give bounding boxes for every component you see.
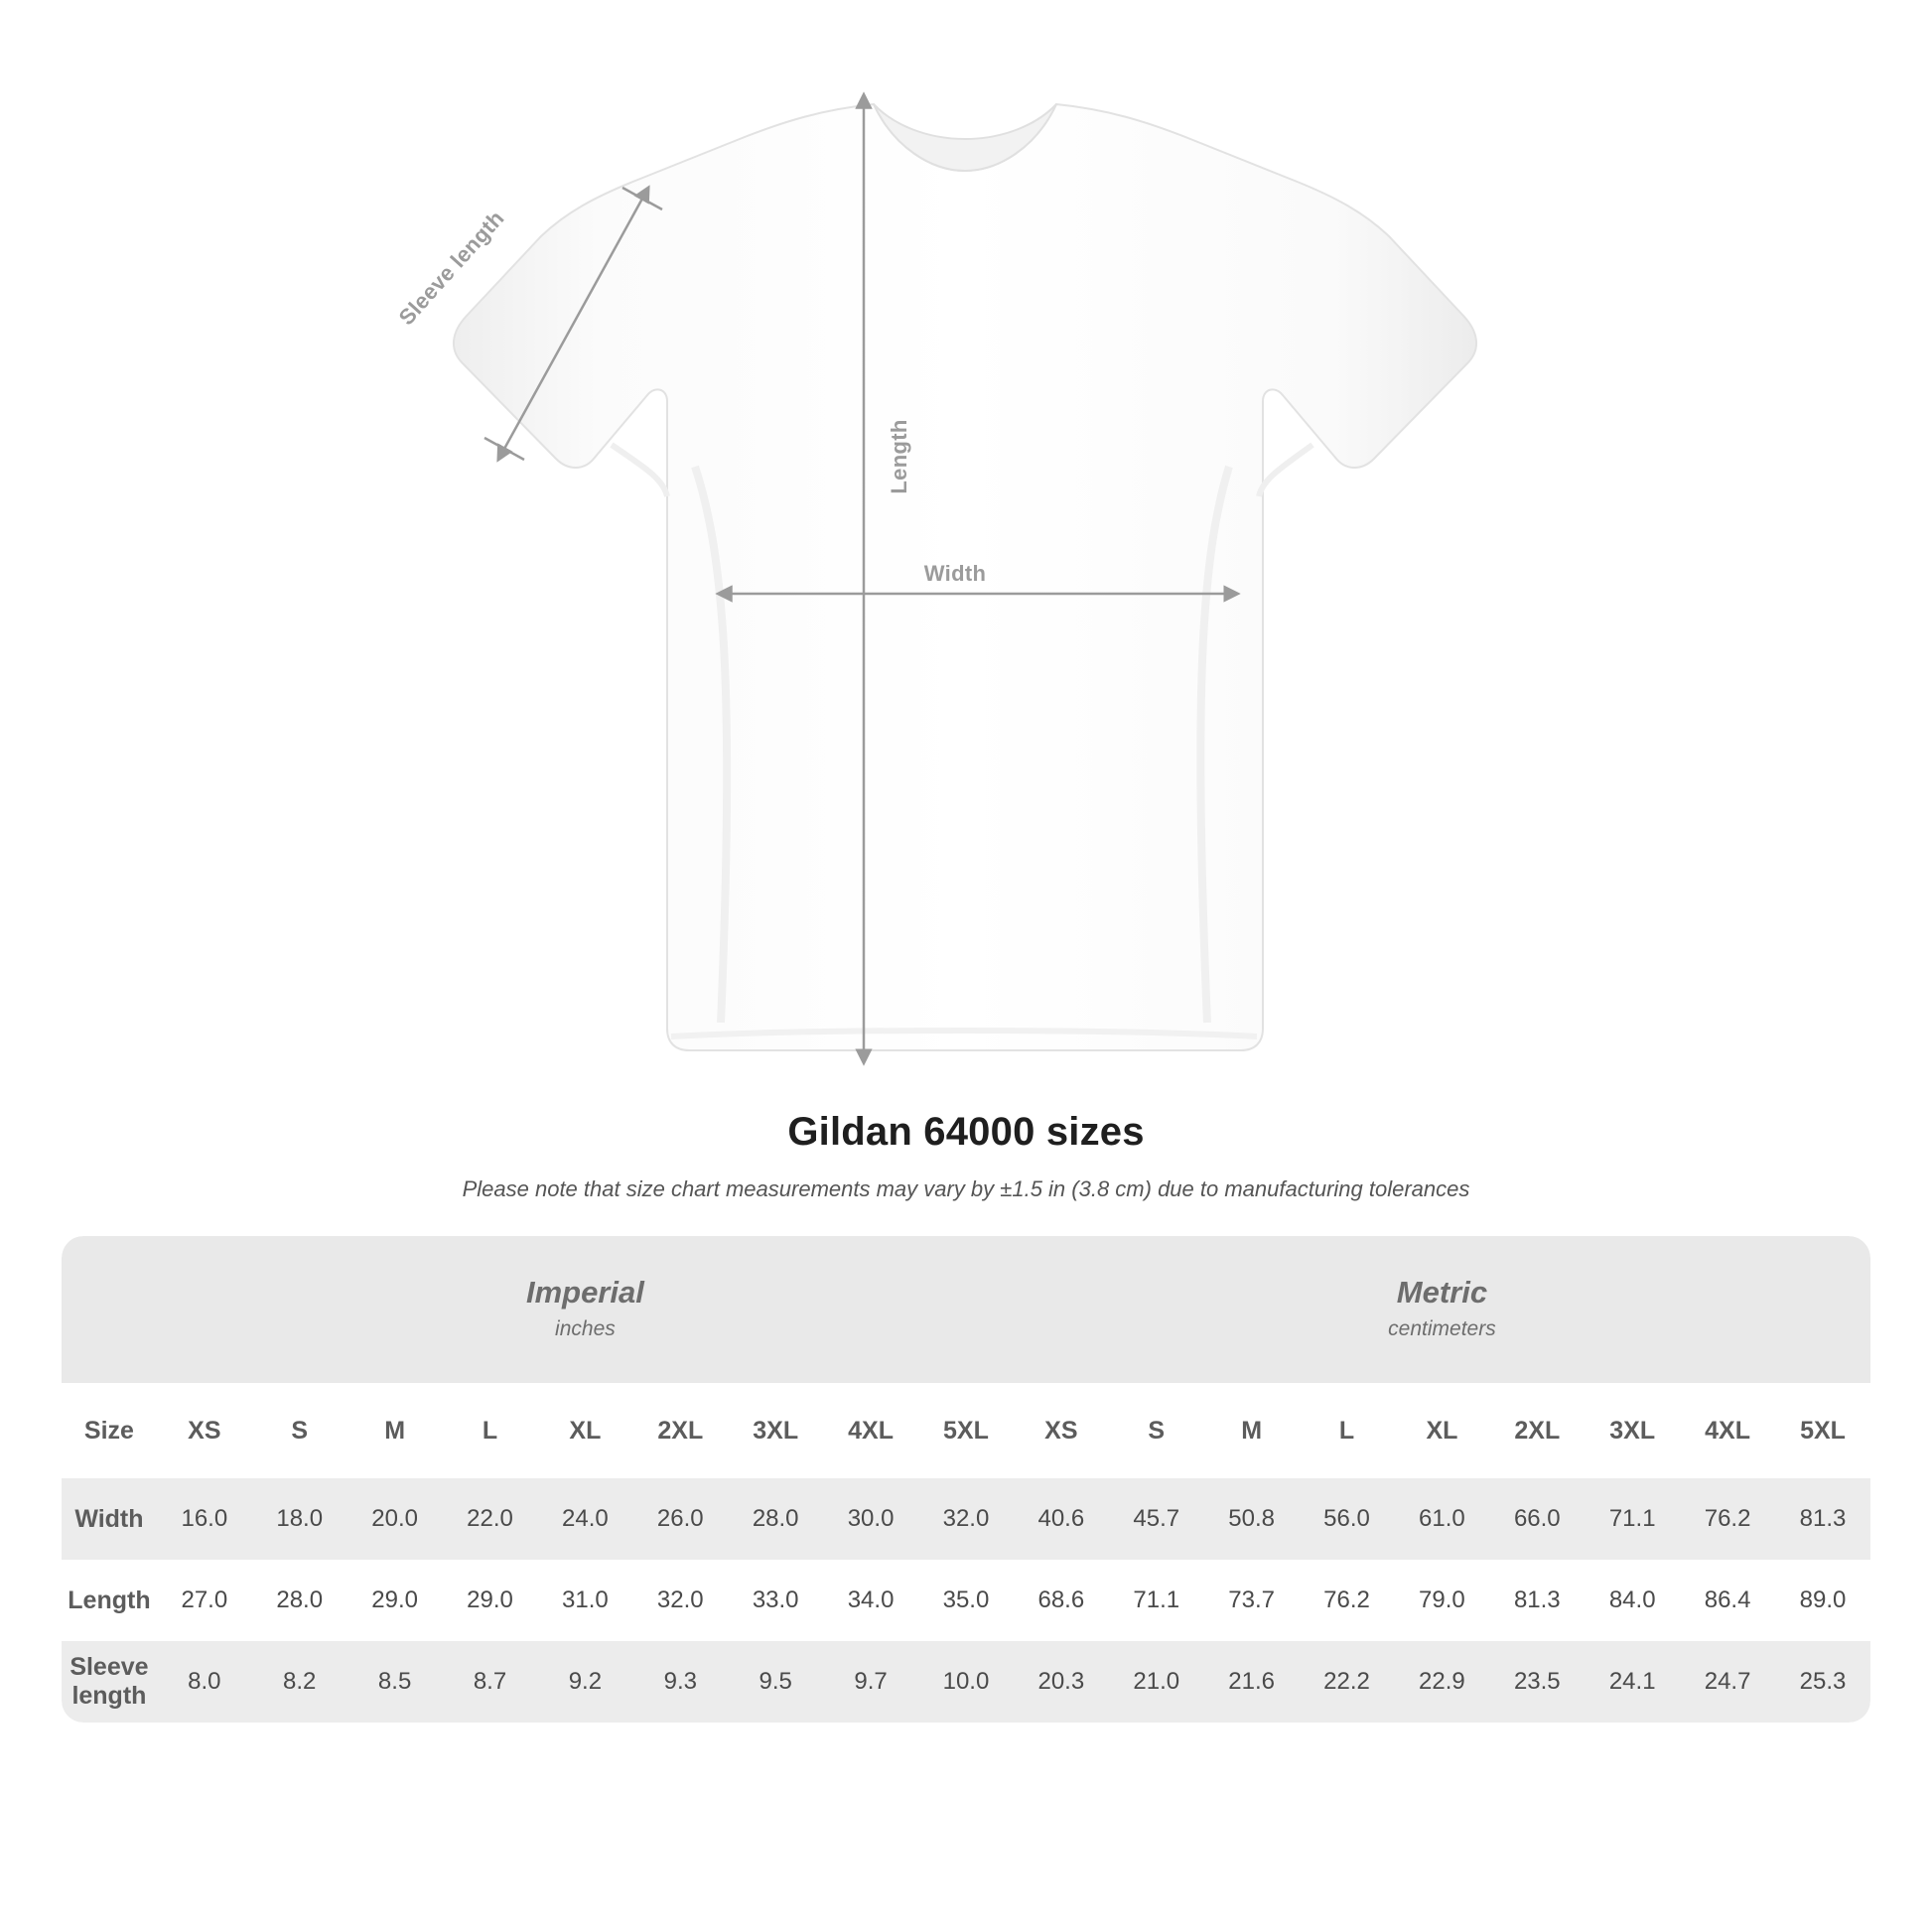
cell-sleeve: 25.3: [1775, 1641, 1870, 1723]
size-header-row: [62, 1383, 1870, 1478]
cell-length: 71.1: [1109, 1560, 1204, 1641]
cell-sleeve: 21.0: [1109, 1641, 1204, 1723]
cell-length: 89.0: [1775, 1560, 1870, 1641]
cell-length: 31.0: [537, 1560, 632, 1641]
cell-width: 32.0: [918, 1478, 1014, 1560]
cell-sleeve: 9.3: [632, 1641, 728, 1723]
size-header-cell: 2XL: [1489, 1383, 1585, 1478]
unit-name-imperial: Imperial: [525, 1274, 644, 1310]
unit-name-metric: Metric: [1396, 1274, 1488, 1310]
size-header-cell: XL: [1394, 1383, 1489, 1478]
cell-width: 61.0: [1394, 1478, 1489, 1560]
cell-length: 33.0: [728, 1560, 823, 1641]
size-header-cell: S: [252, 1383, 347, 1478]
cell-length: 76.2: [1300, 1560, 1395, 1641]
cell-sleeve: 8.5: [347, 1641, 443, 1723]
cell-length: 34.0: [823, 1560, 918, 1641]
cell-sleeve: 9.5: [728, 1641, 823, 1723]
cell-width: 71.1: [1585, 1478, 1680, 1560]
row-label-width: Width: [62, 1478, 157, 1560]
cell-length: 35.0: [918, 1560, 1014, 1641]
size-header-cell: M: [1204, 1383, 1300, 1478]
size-header-cell: 4XL: [823, 1383, 918, 1478]
width-label: Width: [923, 561, 987, 586]
size-header-cell: XS: [157, 1383, 252, 1478]
cell-width: 30.0: [823, 1478, 918, 1560]
cell-width: 56.0: [1300, 1478, 1395, 1560]
cell-width: 76.2: [1680, 1478, 1775, 1560]
cell-width: 28.0: [728, 1478, 823, 1560]
page-title: Gildan 64000 sizes: [787, 1110, 1145, 1154]
cell-sleeve: 9.2: [537, 1641, 632, 1723]
size-header-cell: M: [347, 1383, 443, 1478]
sleeve-length-label: Sleeve length: [393, 206, 509, 331]
row-label-size: Size: [62, 1383, 157, 1478]
length-label: Length: [887, 419, 911, 494]
cell-width: 22.0: [443, 1478, 538, 1560]
cell-width: 66.0: [1489, 1478, 1585, 1560]
cell-length: 29.0: [347, 1560, 443, 1641]
row-label-length: Length: [62, 1560, 157, 1641]
unit-header-imperial: [157, 1236, 1014, 1383]
size-header-cell: XL: [537, 1383, 632, 1478]
cell-sleeve: 8.2: [252, 1641, 347, 1723]
size-header-cell: 3XL: [1585, 1383, 1680, 1478]
tolerance-note: Please note that size chart measurements may vary by ±1.5 in (3.8 cm) due to manufacturing tolerances: [462, 1176, 1470, 1201]
cell-sleeve: 24.1: [1585, 1641, 1680, 1723]
unit-header-empty: [62, 1236, 157, 1383]
cell-length: 86.4: [1680, 1560, 1775, 1641]
size-header-cell: 2XL: [632, 1383, 728, 1478]
cell-sleeve: 22.9: [1394, 1641, 1489, 1723]
size-header-cell: 5XL: [918, 1383, 1014, 1478]
title-block: [0, 1110, 1932, 1202]
cell-width: 50.8: [1204, 1478, 1300, 1560]
cell-sleeve: 21.6: [1204, 1641, 1300, 1723]
unit-header-metric: [1014, 1236, 1870, 1383]
row-label-sleeve-length: Sleeve length: [62, 1641, 157, 1723]
cell-width: 26.0: [632, 1478, 728, 1560]
cell-sleeve: 10.0: [918, 1641, 1014, 1723]
cell-sleeve: 24.7: [1680, 1641, 1775, 1723]
cell-width: 81.3: [1775, 1478, 1870, 1560]
cell-width: 18.0: [252, 1478, 347, 1560]
size-header-cell: XS: [1014, 1383, 1109, 1478]
unit-header-row: [62, 1236, 1870, 1383]
cell-sleeve: 8.0: [157, 1641, 252, 1723]
table-row: [62, 1478, 1870, 1560]
table-row: [62, 1560, 1870, 1641]
size-header-cell: S: [1109, 1383, 1204, 1478]
cell-width: 20.0: [347, 1478, 443, 1560]
cell-sleeve: 23.5: [1489, 1641, 1585, 1723]
size-header-cell: 3XL: [728, 1383, 823, 1478]
cell-sleeve: 8.7: [443, 1641, 538, 1723]
cell-length: 84.0: [1585, 1560, 1680, 1641]
cell-length: 73.7: [1204, 1560, 1300, 1641]
cell-sleeve: 9.7: [823, 1641, 918, 1723]
unit-sub-imperial: inches: [555, 1316, 616, 1340]
size-header-cell: L: [443, 1383, 538, 1478]
size-table-wrapper: [62, 1236, 1870, 1723]
cell-sleeve: 22.2: [1300, 1641, 1395, 1723]
cell-length: 27.0: [157, 1560, 252, 1641]
cell-length: 79.0: [1394, 1560, 1489, 1641]
cell-length: 28.0: [252, 1560, 347, 1641]
cell-width: 16.0: [157, 1478, 252, 1560]
cell-length: 29.0: [443, 1560, 538, 1641]
size-table: [62, 1236, 1870, 1723]
cell-length: 32.0: [632, 1560, 728, 1641]
cell-width: 24.0: [537, 1478, 632, 1560]
size-header-cell: L: [1300, 1383, 1395, 1478]
cell-sleeve: 20.3: [1014, 1641, 1109, 1723]
cell-width: 45.7: [1109, 1478, 1204, 1560]
cell-length: 81.3: [1489, 1560, 1585, 1641]
cell-length: 68.6: [1014, 1560, 1109, 1641]
cell-width: 40.6: [1014, 1478, 1109, 1560]
unit-sub-metric: centimeters: [1388, 1316, 1496, 1340]
size-header-cell: 4XL: [1680, 1383, 1775, 1478]
table-row: [62, 1641, 1870, 1723]
size-header-cell: 5XL: [1775, 1383, 1870, 1478]
